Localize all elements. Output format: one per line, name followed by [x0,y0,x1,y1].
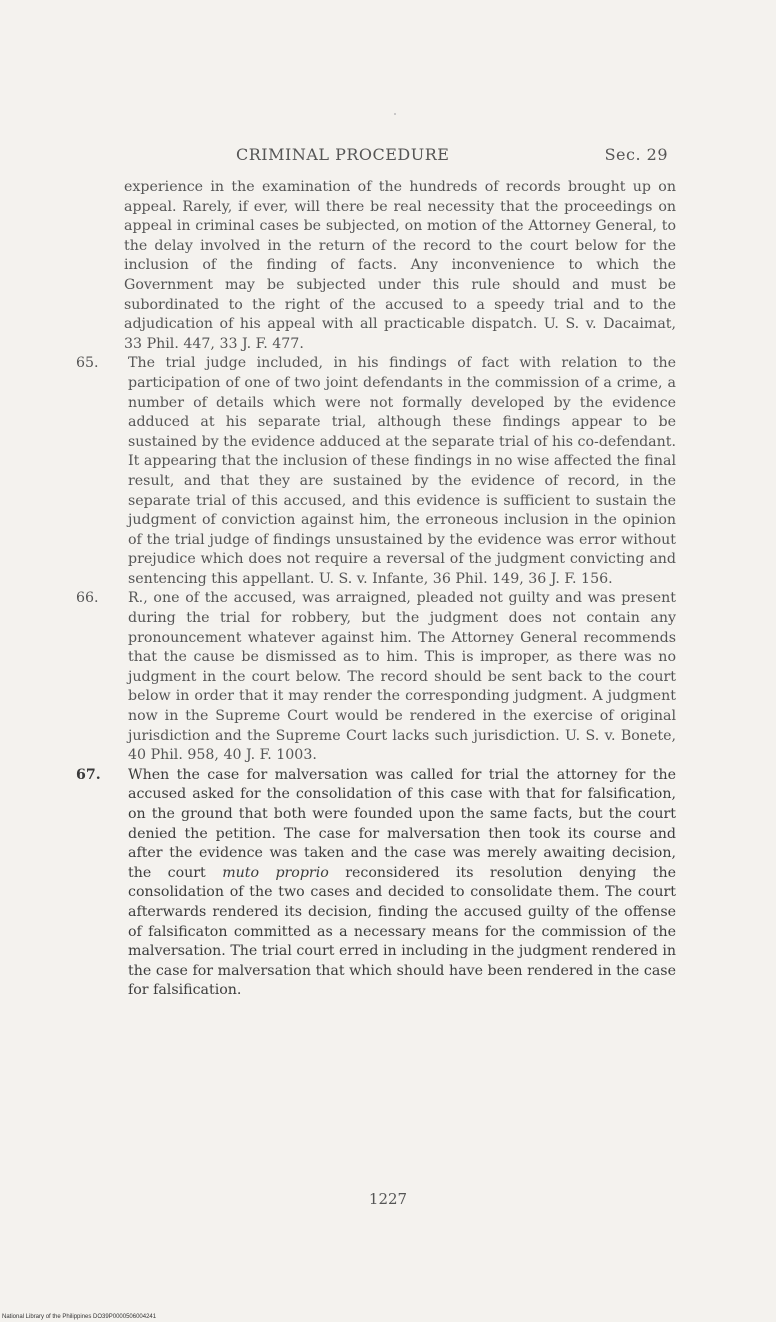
paragraph-66 [76,589,676,765]
archive-footer: National Library of the Philippines DO39P0000506004241 [2,1314,157,1320]
paragraph-67 [76,766,676,1001]
paragraph-64-continuation: experience in the examination of the hundreds of records brought up on appeal. Rarely, if ever, will there be real necessity that the proceedings on appeal in criminal cases be subjected, on motion of the Attorney General, to the delay involved in the return of the record to the court below for the inclusion of the finding of facts. Any inconvenience to which the Government may be subjected under this rule should and must be subordinated to the right of the accused to a speedy trial and to the adjudication of his appeal with all practicable dispatch. U. S. v. Dacaimat, 33 Phil. 447, 33 J. F. 477. [124,179,676,352]
page-number: 1227 [368,1190,408,1208]
body-text [76,178,676,1001]
speck [394,113,396,115]
paragraph-text [128,767,676,999]
paragraph-number: 66. [76,590,99,607]
paragraph-text-part-a: When the case for malversation was called for trial the attorney for the accused asked for the consolidation of this case with that for falsification, on the ground that both were founded upon the same facts, but the court denied the petition. The case for malversation then took its course and after the evidence was taken and the case was merely awaiting decision, the court [128,766,676,881]
paragraph-65 [76,354,676,589]
paragraph-text: R., one of the accused, was arraigned, pleaded not guilty and was present during the trial for robbery, but the judgment does not contain any pronouncement whatever against him. The Attorney General recommends that the cause be dismissed as to him. This is improper, as there was no judgment in the court below. The record should be sent back to the court below in order that it may render the corresponding judgment. A judgment now in the Supreme Court would be rendered in the exercise of original jurisdiction and the Supreme Court lacks such jurisdiction. U. S. v. Bonete, 40 Phil. 958, 40 J. F. 1003. [128,590,676,764]
running-head-section: Sec. 29 [604,145,668,164]
paragraph-text: The trial judge included, in his findings of fact with relation to the participation of one of two joint defendants in the commission of a crime, a number of details which were not formally developed by the evidence adduced at his separate trial, although these findings appear to be sustained by the evidence adduced at the separate trial of his co-defendant. It appearing that the inclusion of these findings in no wise affected the final result, and that they are sustained by the evidence of record, in the separate trial of this accused, and this evidence is sufficient to sustain the judgment of conviction against him, the erroneous inclusion in the opinion of the trial judge of findings unsustained by the evidence was error without prejudice which does not require a reversal of the judgment convicting and sentencing this appellant. U. S. v. Infante, 36 Phil. 149, 36 J. F. 156. [128,355,676,587]
running-head-title: CRIMINAL PROCEDURE [236,145,450,164]
paragraph-number: 67. [76,766,101,783]
latin-phrase: muto proprio [222,864,329,881]
paragraph-number: 65. [76,355,99,372]
paragraph-text-part-b: reconsidered its resolution denying the consolidation of the two cases and decided to consolidate them. The court afterwards rendered its decision, finding the accused guilty of the offense of falsificaton committed as a necessary means for the commission of the malversation. The trial court erred in including in the judgment rendered in the case for malversation that which should have been rendered in the case for falsification. [128,864,676,999]
